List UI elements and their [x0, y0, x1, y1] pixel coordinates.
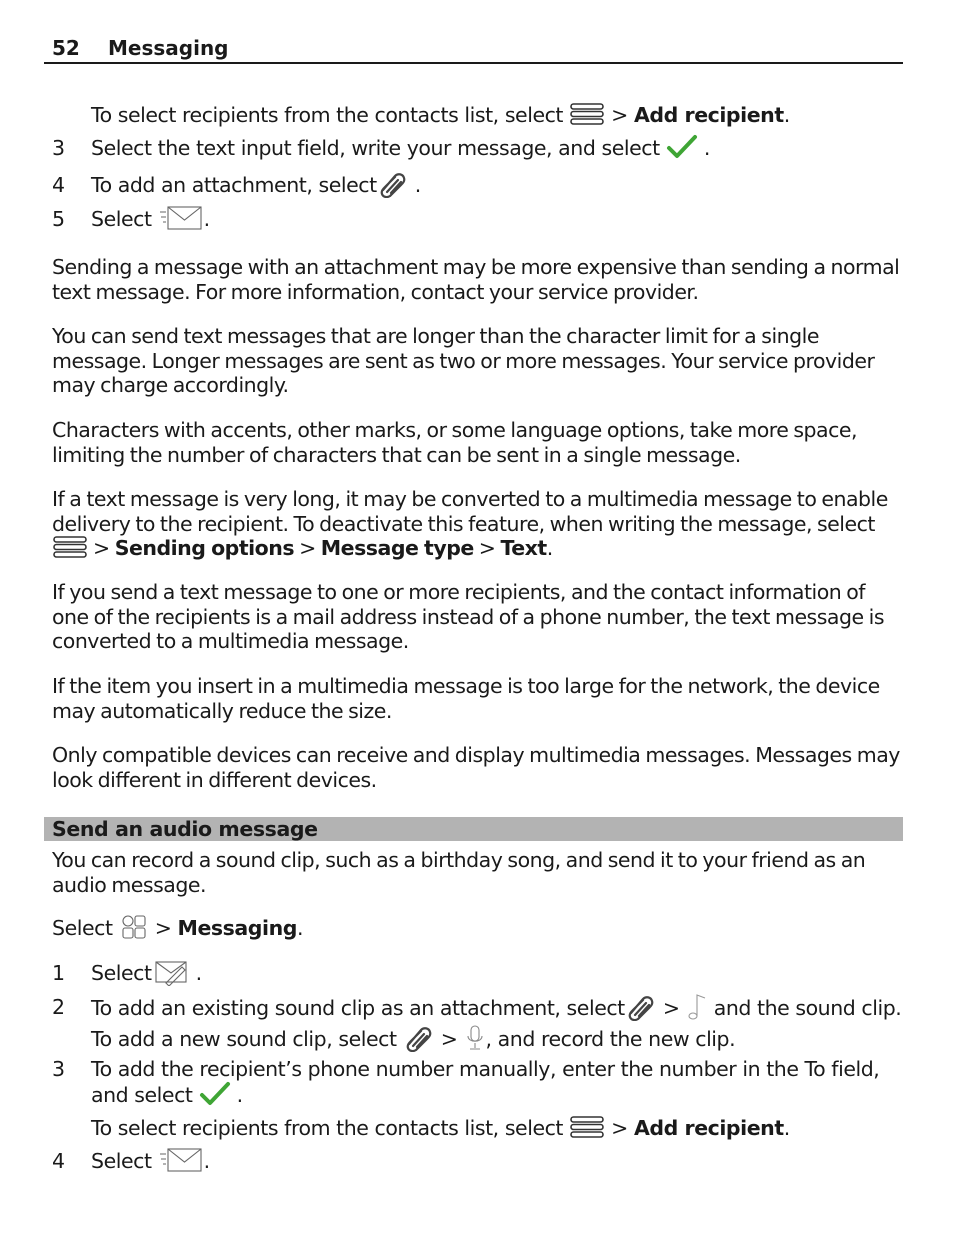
step-number: 4: [52, 173, 66, 197]
paragraph-length: You can send text messages that are longer than the character limit for a single message. Longer messages are sent as two or more messages. Your service provider may charge accordingly.: [52, 324, 875, 397]
menu-icon: [569, 101, 605, 127]
microphone-icon: [464, 1023, 486, 1053]
menu-icon: [569, 1114, 605, 1140]
step-4: To add an attachment, select .: [91, 172, 421, 200]
apps-grid-icon: [119, 913, 149, 941]
select-messaging-line: Select > Messaging.: [52, 915, 303, 943]
step-number: 2: [52, 995, 66, 1019]
contacts-instruction: To select recipients from the contacts list, select > Add recipient.: [91, 103, 790, 127]
section-heading: Send an audio message: [44, 817, 903, 841]
section-intro: You can record a sound clip, such as a birthday song, and send it to your friend as an audio message.: [52, 848, 866, 897]
new-message-icon: [152, 958, 190, 986]
chapter-title: Messaging: [108, 36, 229, 60]
step-3: Select the text input field, write your message, and select .: [91, 136, 710, 160]
step-number: 3: [52, 1057, 66, 1081]
menu-icon: [52, 534, 88, 560]
audio-step-3: To add the recipient’s phone number manually, enter the number in the To field,: [91, 1057, 880, 1081]
paperclip-icon: [377, 170, 409, 198]
send-envelope-icon: [158, 204, 204, 232]
checkmark-icon: [666, 134, 698, 160]
audio-step-3-cont: and select .: [91, 1083, 243, 1107]
paragraph-mail-address: If you send a text message to one or more recipients, and the contact information of one of the recipients is a mail address instead of a phone number, the text message is converted to a multimedia message.: [52, 580, 884, 653]
paragraph-conversion: If a text message is very long, it may be converted to a multimedia message to enable delivery to the recipient. To deactivate this feature, when writing the message, select > Sending options > Message type > Text.: [52, 487, 888, 560]
paperclip-icon: [403, 1024, 435, 1052]
step-number: 1: [52, 961, 66, 985]
paragraph-size: If the item you insert in a multimedia message is too large for the network, the device may automatically reduce the size.: [52, 674, 880, 723]
paperclip-icon: [625, 993, 657, 1021]
audio-step-1: Select .: [91, 960, 202, 988]
audio-step-2-new-clip: To add a new sound clip, select > , and record the new clip.: [91, 1025, 735, 1055]
audio-step-2: To add an existing sound clip as an attachment, select > and the sound clip.: [91, 994, 901, 1024]
page-number: 52: [52, 36, 80, 60]
paragraph-compatibility: Only compatible devices can receive and display multimedia messages. Messages may look different in different devices.: [52, 743, 900, 792]
step-number: 5: [52, 207, 66, 231]
contacts-instruction-2: To select recipients from the contacts list, select > Add recipient.: [91, 1116, 790, 1140]
page-header: [44, 36, 903, 64]
audio-step-4: Select .: [91, 1148, 210, 1176]
send-envelope-icon: [158, 1146, 204, 1174]
checkmark-icon: [199, 1081, 231, 1107]
step-number: 4: [52, 1149, 66, 1173]
step-number: 3: [52, 136, 66, 160]
paragraph-characters: Characters with accents, other marks, or some language options, take more space, limiting the number of characters that can be sent in a single message.: [52, 418, 857, 467]
music-note-icon: [686, 992, 708, 1022]
paragraph-cost: Sending a message with an attachment may be more expensive than sending a normal text message. For more information, contact your service provider.: [52, 255, 900, 304]
step-5: Select .: [91, 206, 210, 234]
